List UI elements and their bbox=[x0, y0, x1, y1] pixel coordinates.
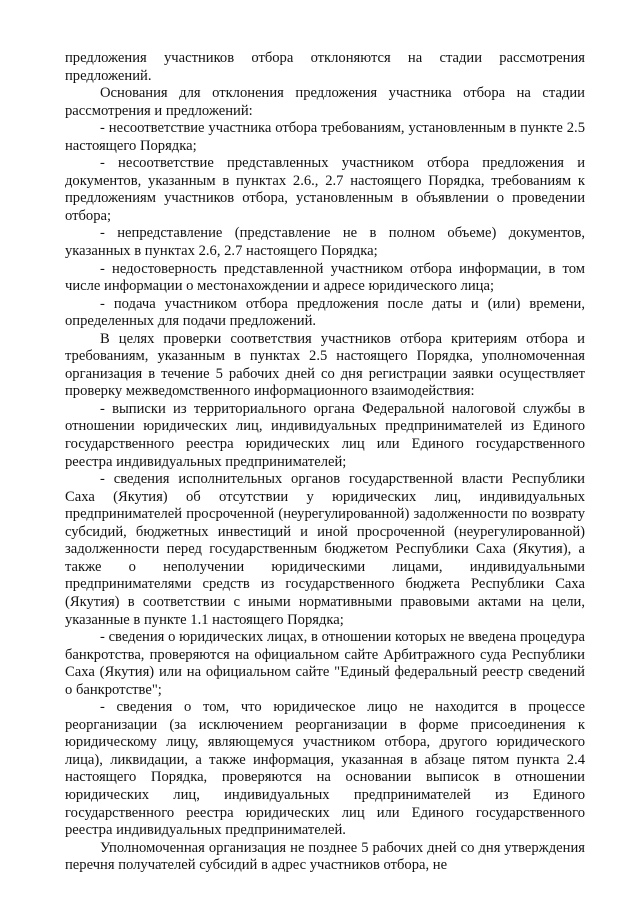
list-item-bankruptcy-info: - сведения о юридических лицах, в отношении которых не введена процедура банкротства, проверяются на официальном сайте Арбитражного суда Республики Саха (Якутия) или на официальном сайте "Единый федеральный реестр сведений о банкротстве"; bbox=[65, 629, 585, 698]
paragraph-rejection-grounds: Основания для отклонения предложения участника отбора на стадии рассмотрения и предложений: bbox=[65, 85, 585, 119]
list-item-reorganization-info: - сведения о том, что юридическое лицо не находится в процессе реорганизации (за исключением реорганизации в форме присоединения к юридическому лицу, являющемуся участником отбора, другого юридического лица), ликвидации, а также информация, указанная в абзаце пятом пункта 2.4 настоящего Порядка, проверяются на основании выписок в отношении юридических лиц, индивидуальных предпринимателей из Единого государственного реестра юридических лиц или Единого государственного реестра индивидуальных предпринимателей. bbox=[65, 699, 585, 839]
list-item-documents-mismatch: - несоответствие представленных участником отбора предложения и документов, указанным в пунктах 2.6., 2.7 настоящего Порядка, требованиям к предложениям участников отбора, установленным в объявлении о проведении отбора; bbox=[65, 155, 585, 224]
paragraph-authorized-org: Уполномоченная организация не позднее 5 рабочих дней со дня утверждения перечня получателей субсидий в адрес участников отбора, не bbox=[65, 839, 585, 874]
list-item-late-submission: - подача участником отбора предложения после даты и (или) времени, определенных для подачи предложений. bbox=[65, 295, 585, 330]
list-item-debt-info: - сведения исполнительных органов государственной власти Республики Саха (Якутия) об отсутствии у юридических лиц, индивидуальных предпринимателей просроченной (неурегулированной) задолженности по возврату субсидий, бюджетных инвестиций и иной просроченной (неурегулированной) задолженности перед государственным бюджетом Республики Саха (Якутия), а также о неполучении юридическими лицами, индивидуальными предпринимателями средств из государственного бюджета Республики Саха (Якутия) в соответствии с иными нормативными правовыми актами на цели, указанные в пункте 1.1 настоящего Порядка; bbox=[65, 471, 585, 628]
list-item-documents-missing: - непредставление (представление не в полном объеме) документов, указанных в пунктах 2.6, 2.7 настоящего Порядка; bbox=[65, 225, 585, 260]
list-item-requirements-mismatch: - несоответствие участника отбора требованиям, установленным в пункте 2.5 настоящего Порядка; bbox=[65, 120, 585, 154]
document-body bbox=[65, 50, 585, 875]
paragraph-rejection-stage: предложения участников отбора отклоняются на стадии рассмотрения предложений. bbox=[65, 50, 585, 84]
list-item-tax-extracts: - выписки из территориального органа Федеральной налоговой службы в отношении юридических лиц, индивидуальных предпринимателей из Единого государственного реестра юридических лиц или Единого государственного реестра индивидуальных предпринимателей; bbox=[65, 400, 585, 470]
list-item-unreliable-info: - недостоверность представленной участником отбора информации, в том числе информации о местонахождении и адресе юридического лица; bbox=[65, 260, 585, 295]
paragraph-verification: В целях проверки соответствия участников отбора критериям отбора и требованиям, указанным в пунктах 2.5 настоящего Порядка, уполномоченная организация в течение 5 рабочих дней со дня регистрации заявки осуществляет проверку межведомственного информационного взаимодействия: bbox=[65, 330, 585, 400]
